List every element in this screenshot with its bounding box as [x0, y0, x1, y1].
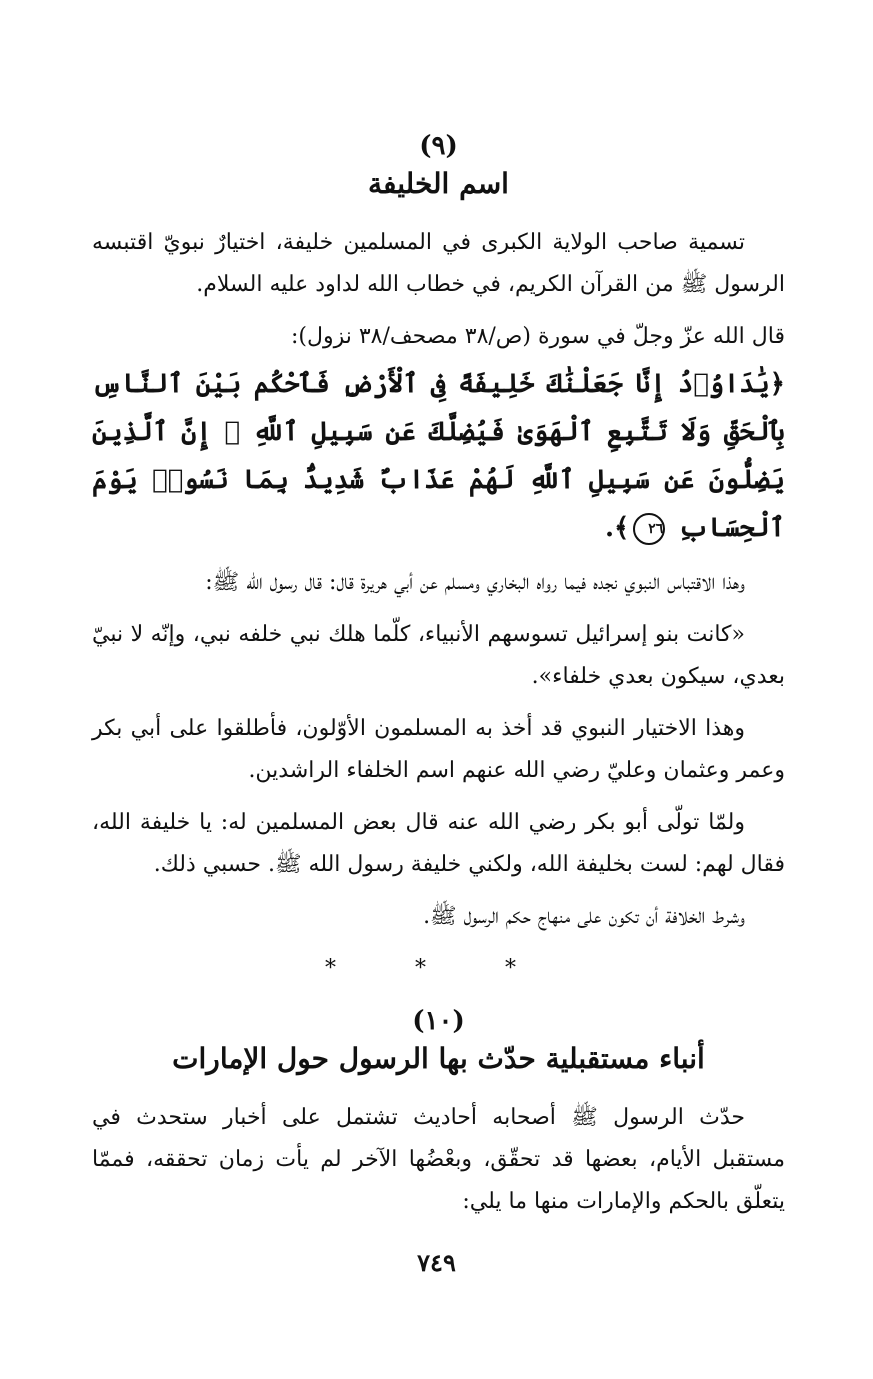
- section-9-title: اسم الخليفة: [368, 167, 509, 200]
- ayah-number-mark: ٢٦: [633, 513, 665, 545]
- section-10-title: أنباء مستقبلية حدّث بها الرسول حول الإمارات: [172, 1042, 705, 1075]
- section-9-number: (٩): [419, 131, 458, 161]
- section-9-paragraph-5: ولمّا تولّى أبو بكر رضي الله عنه قال بعض المسلمين له: يا خليفة الله، فقال لهم: لست بخليفة الله، ولكني خليفة رسول الله ﷺ. حسبي ذلك.: [92, 810, 785, 877]
- hadith-quote: «كانت بنو إسرائيل تسوسهم الأنبياء، كلّما هلك نبي خلفه نبي، وإنّه لا نبيّ بعدي، سيكون بعدي خلفاء».: [92, 622, 785, 689]
- section-9-paragraph-6: وشرط الخلافة أن تكون على منهاج حكم الرسول ﷺ.: [423, 904, 745, 929]
- quran-verse-end: ﴾.: [605, 513, 630, 543]
- section-9-paragraph-3: وهذا الاقتباس النبوي نجده فيما رواه البخاري ومسلم عن أبي هريرة قال: قال رسول الله ﷺ:: [205, 570, 745, 595]
- section-10-number: (١٠): [412, 1006, 465, 1036]
- section-separator: * * *: [325, 956, 552, 981]
- section-9-paragraph-2: قال الله عزّ وجلّ في سورة (ص/٣٨ مصحف/٣٨ نزول):: [291, 324, 785, 349]
- page-number: ٧٤٩: [417, 1248, 456, 1277]
- section-10-paragraph-1: حدّث الرسول ﷺ أصحابه أحاديث تشتمل على أخبار ستحدث في مستقبل الأيام، بعضها قد تحقّق، وبعْضُها الآخر لم يأت زمان تحققه، فممّا يتعلّق بالحكم والإمارات منها ما يلي:: [92, 1105, 785, 1214]
- quran-verse-text: ﴿يَٰدَاوُۥدُ إِنَّا جَعَلْنَٰكَ خَلِيفَةً فِى ٱلْأَرْضِ فَٱحْكُم بَيْنَ ٱلنَّاسِ بِٱلْحَقِّ وَلَا تَتَّبِعِ ٱلْهَوَىٰ فَيُضِلَّكَ عَن سَبِيلِ ٱللَّهِ ۚ إِنَّ ٱلَّذِينَ يَضِلُّونَ عَن سَبِيلِ ٱللَّهِ لَهُمْ عَذَابٌ شَدِيدٌۢ بِمَا نَسُوا۟ يَوْمَ ٱلْحِسَابِ: [92, 369, 785, 543]
- quran-verse: [92, 360, 785, 552]
- section-9-paragraph-1: تسمية صاحب الولاية الكبرى في المسلمين خليفة، اختيارٌ نبويّ اقتبسه الرسول ﷺ من القرآن الكريم، في خطاب الله لداود عليه السلام.: [92, 230, 785, 297]
- section-9-paragraph-4: وهذا الاختيار النبوي قد أخذ به المسلمون الأوّلون، فأطلقوا على أبي بكر وعمر وعثمان وعليّ رضي الله عنهم اسم الخلفاء الراشدين.: [92, 716, 785, 783]
